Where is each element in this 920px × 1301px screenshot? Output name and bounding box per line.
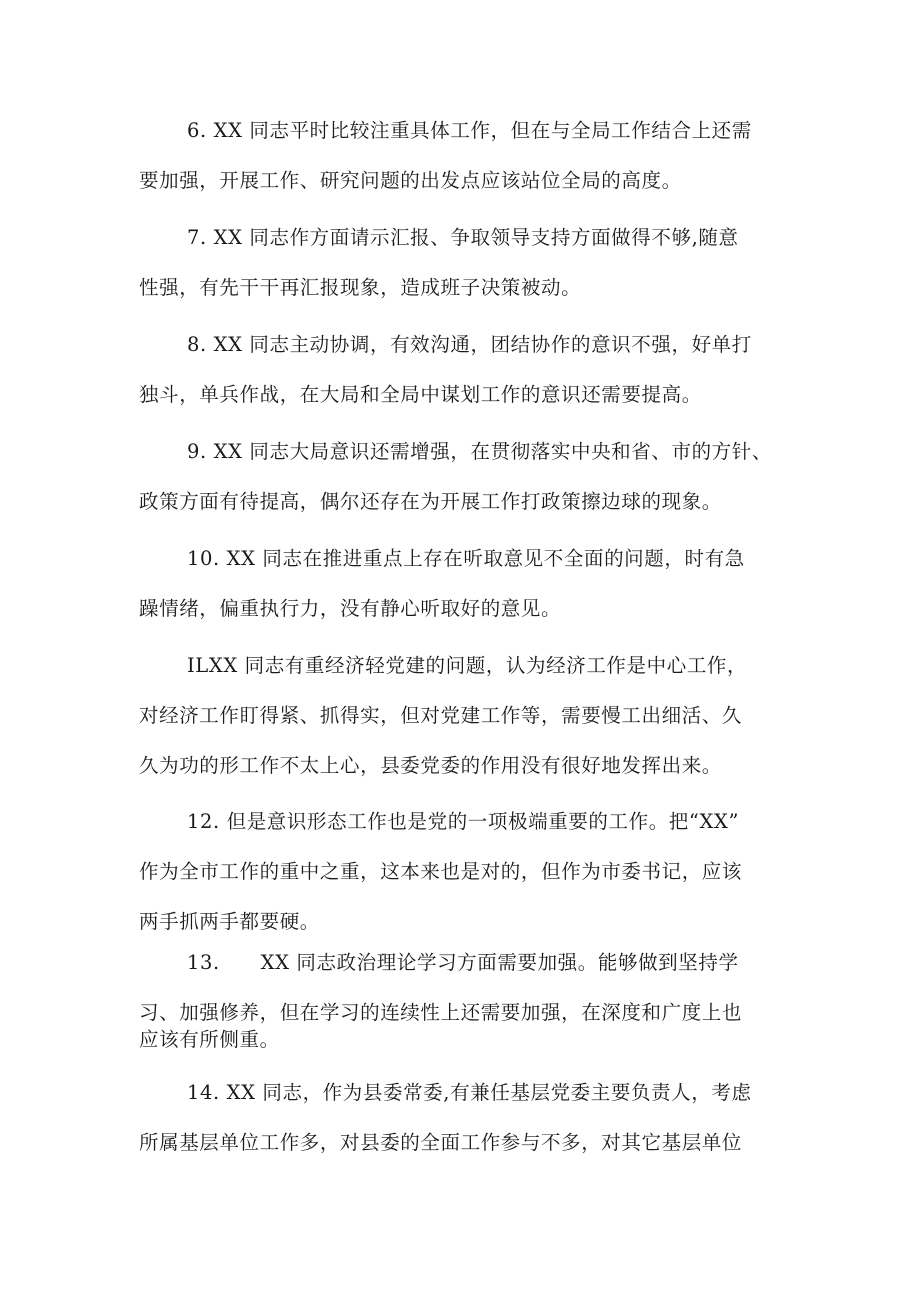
paragraph-line: 6. XX 同志平时比较注重具体工作，但在与全局工作结合上还需 xyxy=(187,119,752,142)
paragraph-line: 性强，有先干干再汇报现象，造成班子决策被动。 xyxy=(139,276,582,299)
paragraph-line: 8. XX 同志主动协调，有效沟通，团结协作的意识不强，好单打 xyxy=(187,333,752,356)
paragraph-line: 14. XX 同志，作为县委常委,有兼任基层党委主要负责人，考虑 xyxy=(187,1081,752,1104)
paragraph-line: 躁情绪，偏重执行力，没有静心听取好的意见。 xyxy=(139,597,562,620)
paragraph-line: 9. XX 同志大局意识还需增强，在贯彻落实中央和省、市的方针、 xyxy=(187,440,772,463)
paragraph-line: 12. 但是意识形态工作也是党的一项极端重要的工作。把“XX” xyxy=(187,810,740,833)
paragraph-line: 应该有所侧重。 xyxy=(139,1028,280,1051)
paragraph-line: 所属基层单位工作多，对县委的全面工作参与不多，对其它基层单位 xyxy=(139,1131,743,1154)
paragraph-line: 政策方面有待提高，偶尔还存在为开展工作打政策擦边球的现象。 xyxy=(139,490,722,513)
paragraph-line: 10. XX 同志在推进重点上存在听取意见不全面的问题，时有急 xyxy=(187,547,745,570)
paragraph-line: 7. XX 同志作方面请示汇报、争取领导支持方面做得不够,随意 xyxy=(187,226,739,249)
paragraph-line: 独斗，单兵作战，在大局和全局中谋划工作的意识还需要提高。 xyxy=(139,383,702,406)
paragraph-line: 久为功的形工作不太上心，县委党委的作用没有很好地发挥出来。 xyxy=(139,754,722,777)
paragraph-line: 作为全市工作的重中之重，这本来也是对的，但作为市委书记，应该 xyxy=(139,860,743,883)
paragraph-line: 对经济工作盯得紧、抓得实，但对党建工作等，需要慢工出细活、久 xyxy=(139,704,743,727)
paragraph-line: 习、加强修养，但在学习的连续性上还需要加强，在深度和广度上也 xyxy=(139,1001,743,1024)
paragraph-line: 两手抓两手都要硬。 xyxy=(139,910,320,933)
paragraph-line: 要加强，开展工作、研究问题的出发点应该站位全局的高度。 xyxy=(139,169,682,192)
paragraph-line: ILXX 同志有重经济轻党建的问题，认为经济工作是中心工作， xyxy=(187,654,748,677)
paragraph-line: 13. XX 同志政治理论学习方面需要加强。能够做到坚持学 xyxy=(187,951,739,974)
